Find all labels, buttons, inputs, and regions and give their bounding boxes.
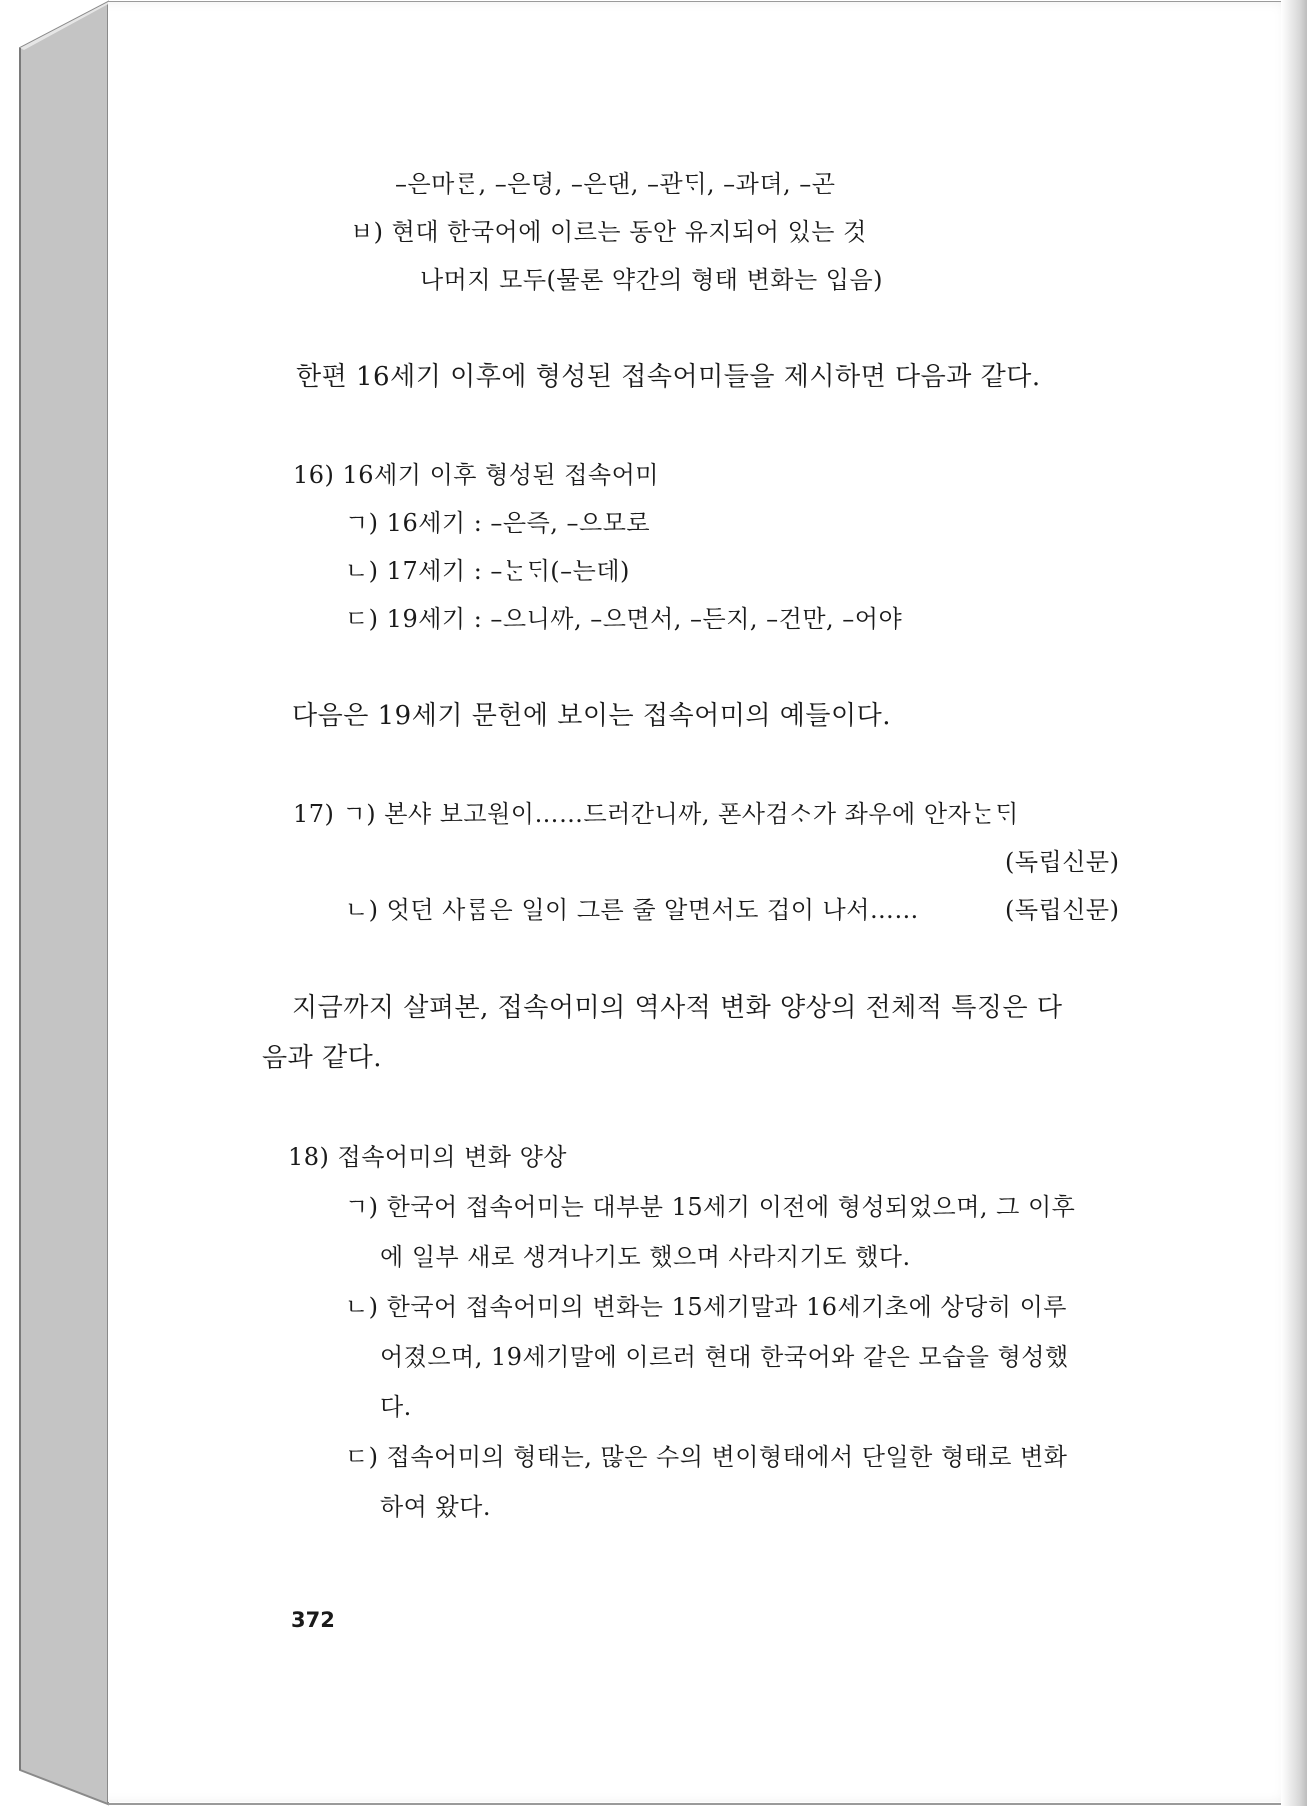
list-item: ㄷ) 접속어미의 형태는, 많은 수의 변이형태에서 단일한 형태로 변화 xyxy=(345,1443,1068,1471)
page-number: 372 xyxy=(291,1608,335,1632)
list-item: 에 일부 새로 생겨나기도 했으며 사라지기도 했다. xyxy=(380,1243,911,1271)
list-item: ㄴ) 한국어 접속어미의 변화는 15세기말과 16세기초에 상당히 이루 xyxy=(345,1293,1067,1321)
paragraph: 한편 16세기 이후에 형성된 접속어미들을 제시하면 다음과 같다. xyxy=(296,362,1041,392)
paragraph: 음과 같다. xyxy=(262,1043,382,1073)
list-item: 나머지 모두(물론 약간의 형태 변화는 입음) xyxy=(420,266,883,294)
list-item: ㄴ) 17세기 : –ᄂᆞᆫᄃᆡ(–는데) xyxy=(345,557,630,585)
list-item: ㄷ) 19세기 : –으니ᄭᅡ, –으면서, –든지, –건만, –어야 xyxy=(345,605,903,633)
example-heading: 16) 16세기 이후 형성된 접속어미 xyxy=(293,461,659,489)
list-item: –은마ᄅᆞᆫ, –은뎡, –은댄, –관ᄃᆡ, –과뎌, –곤 xyxy=(395,170,836,198)
list-item: ㄱ) 16세기 : –은즉, –으모로 xyxy=(345,509,651,537)
example-heading: 17) ㄱ) 본샤 보고원이……드러간니ᄭᅡ, 폰사검ᄉᆞ가 좌우에 안자ᄂᆞᆫᄃᆡ xyxy=(293,800,1019,828)
paragraph: 지금까지 살펴본, 접속어미의 역사적 변화 양상의 전체적 특징은 다 xyxy=(292,993,1063,1023)
list-item: ㅂ) 현대 한국어에 이르는 동안 유지되어 있는 것 xyxy=(350,218,867,246)
list-item: 어졌으며, 19세기말에 이르러 현대 한국어와 같은 모습을 형성했 xyxy=(380,1343,1069,1371)
source-citation: (독립신문) xyxy=(1005,896,1120,924)
source-citation: (독립신문) xyxy=(1005,848,1120,876)
example-heading: 18) 접속어미의 변화 양상 xyxy=(288,1143,567,1171)
list-item: ㄱ) 한국어 접속어미는 대부분 15세기 이전에 형성되었으며, 그 이후 xyxy=(345,1193,1076,1221)
list-item: 하여 왔다. xyxy=(380,1493,491,1521)
paragraph: 다음은 19세기 문헌에 보이는 접속어미의 예들이다. xyxy=(292,701,891,731)
list-item: ㄴ) 엇던 사ᄅᆞᆷ은 일이 그른 줄 알면서도 겁이 나서…… xyxy=(345,896,919,924)
page-edge-shadow xyxy=(1281,0,1307,1806)
list-item: 다. xyxy=(380,1393,412,1421)
